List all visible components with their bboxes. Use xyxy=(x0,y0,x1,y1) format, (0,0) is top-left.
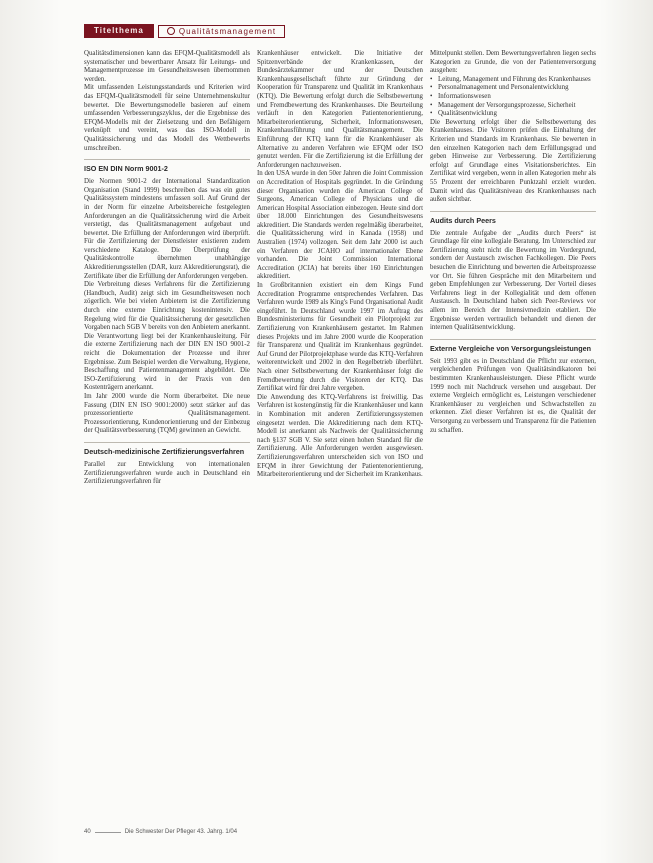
paragraph: Seit 1993 gibt es in Deutschland die Pflicht zur externen, vergleichenden Prüfungen von Qualitätsindikatoren bei bestimmten Krankenhausleistungen. Diese Pflicht wurde 1999 noch mit Nachdruck versehen und ausgebaut. Der externe Vergleich ermöglicht es, Leistungen verschiedener Krankenhäuser zu vergleichen und Schwachstellen zu erkennen. Ziel dieser Verfahren ist es, die Qualität der Versorgung zu verbessern und Transparenz für die Patienten zu schaffen. xyxy=(430,357,596,434)
paragraph: In Großbritannien existiert ein dem Kings Fund Accreditation Programme entsprechendes Verfahren. Das Verfahren wurde 1989 als King's Fund Organisational Audit eingeführt. In Deutschland wurde 1997 im Auftrag des Bundesministeriums für Gesundheit ein Pilotprojekt zur Zertifizierung von Krankenhäusern gestartet. Im Rahmen dieses Projekts und im Jahre 2000 wurde die Kooperation für Transparenz und Qualität im Krankenhaus gegründet. Auf Grund der Pilotprojektphase wurde das KTQ-Verfahren weiterentwickelt und 2002 in den Regelbetrieb überführt. Nach einer Selbstbewertung der Krankenhäuser folgt die Fremdbewertung durch die Visitoren der KTQ. Das Zertifikat wird für drei Jahre vergeben. xyxy=(257,282,423,393)
paragraph: Mittelpunkt stellen. Dem Bewertungsverfahren liegen sechs Kategorien zu Grunde, die von der Patientenversorgung ausgehen: xyxy=(430,50,596,75)
paragraph: Die Bewertung erfolgt über die Selbstbewertung des Krankenhauses. Die Visitoren prüfen die Einhaltung der Kriterien und Standards im Krankenhaus. Sie bewerten in den einzelnen Kategorien nach dem Erfüllungsgrad und geben Hinweise zur Verbesserung. Die Zertifizierung erfolgt auf Grundlage eines Visitationsberichtes. Ein Zertifikat wird vergeben, wenn in allen Kategorien mehr als 55 Prozent der erreichbaren Punktzahl erzielt wurden. Damit wird das Qualitätsniveau des Krankenhauses nach außen sichtbar. xyxy=(430,118,596,204)
column-3 xyxy=(430,50,596,435)
paragraph: Die zentrale Aufgabe der „Audits durch Peers“ ist Grundlage für eine kollegiale Beratung. Im Unterschied zur Zertifizierung steht nicht die Bewertung im Vordergrund, sondern der Austausch zwischen Fachkollegen. Die Peers besuchen die Einrichtung und bewerten die Arbeitsprozesse vor Ort. Sie führen Gespräche mit den Mitarbeitern und geben Empfehlungen zur Verbesserung. Der Vorteil dieses Verfahrens liegt in der Kollegialität und dem offenen Austausch. In Deutschland haben sich Peer-Reviews vor allem im Bereich der Intensivmedizin etabliert. Die Ergebnisse werden vertraulich behandelt und dienen der internen Qualitätsentwicklung. xyxy=(430,229,596,332)
page-footer xyxy=(84,829,250,835)
page-number: 40 xyxy=(84,829,91,835)
paragraph: Qualitätsdimensionen kann das EFQM-Qualitätsmodell als systematischer und bewertbarer Ansatz für Leitungs- und Managementprozesse im Gesundheitswesen übernommen werden. xyxy=(84,50,250,83)
section-tab xyxy=(158,25,285,38)
paragraph: In den USA wurde in den 50er Jahren die Joint Commission on Accreditation of Hospitals gegründet. In die Gründung dieser Organisation wurden die American College of Surgeons, American College of Physicians und die American Hospital Association einbezogen. Heute sind dort über 18.000 Einrichtungen des Gesundheitswesens akkreditiert. Die Standards werden regelmäßig überarbeitet, die Qualitätssicherung wird in Kanada (1958) und Australien (1974) vollzogen. Seit dem Jahr 2000 ist auch ein Verfahren der JCAHO auf internationaler Ebene vorhanden. Die Joint Commission International Accreditation (JCIA) hat bereits über 160 Einrichtungen akkreditiert. xyxy=(257,170,423,281)
column-1 xyxy=(84,50,250,487)
footer-rule xyxy=(95,832,121,833)
section-heading: Audits durch Peers xyxy=(430,211,596,225)
paragraph: Die Verbreitung dieses Verfahrens für die Zertifizierung (Handbuch, Audit) zeigt sich im Gesundheitswesen noch zögerlich. Wie bei vielen Anbietern ist die Zertifizierung durch eine externe Einrichtung kostenintensiv. Die Regelung wird für die Qualitätssicherung der gesetzlichen Vorgaben nach SGB V bereits von den Anbietern anerkannt. Die Verantwortung liegt bei der Krankenhausleitung. Für die externe Zertifizierung nach der DIN EN ISO 9001-2 reicht die Dokumentation der Prozesse und ihrer Ergebnisse. Zum Beispiel werden die Verwaltung, Hygiene, Beschaffung und Patientenmanagement abgebildet. Die ISO-Zertifizierung wird in der Praxis von den Kostenträgern anerkannt. xyxy=(84,281,250,392)
list-item: • Qualitätsentwicklung xyxy=(430,110,596,119)
paragraph: Im Jahr 2000 wurde die Norm überarbeitet. Die neue Fassung (DIN EN ISO 9001:2000) setzt stärker auf das prozessorientierte Qualitätsmanagement. Prozessorientierung, Kundenorientierung und der Einbezug der Qualitätsverbesserung (TQM) gewinnen an Gewicht. xyxy=(84,392,250,435)
paragraph: Mit umfassenden Leistungsstandards und Kriterien wird das EFQM-Qualitätsmodell für seine Unternehmenskultur bewertet. Die Bewertungsmodelle basieren auf einem umfassenden Verbesserungszyklus, der die Ergebnisse des EFQM-Modells mit der Zielsetzung und den Befähigern verknüpft und vereint, was das ISO-Modell in Qualitätssicherung und das Modell des Wettbewerbs umschreiben. xyxy=(84,84,250,152)
paragraph: Krankenhäuser entwickelt. Die Initiative der Spitzenverbände der Krankenkassen, der Bundesärztekammer und der Deutschen Krankenhausgesellschaft führte zur Gründung der Kooperation für Transparenz und Qualität im Krankenhaus (KTQ). Die Bewertung erfolgt durch die Selbstbewertung und Fremdbewertung des Krankenhauses. Die Beurteilung verläuft in den Kategorien Patientenorientierung, Mitarbeiterorientierung, Sicherheit, Informationswesen, Krankenhausführung und Qualitätsmanagement. Die Einführung der KTQ kann für die Krankenhäuser als Alternative zu anderen Verfahren wie EFQM oder ISO genutzt werden. Für die Zertifizierung ist die Erfüllung der Anforderungen nachzuweisen. xyxy=(257,50,423,169)
column-2 xyxy=(257,50,423,480)
bullet-list xyxy=(430,76,596,119)
journal-name: Die Schwester Der Pfleger 43. Jahrg. 1/04 xyxy=(124,829,238,835)
list-item: • Management der Versorgungsprozesse, Sicherheit xyxy=(430,102,596,111)
section-header xyxy=(84,24,346,38)
list-item: • Personalmanagement und Personalentwicklung xyxy=(430,84,596,93)
section-heading: ISO EN DIN Norm 9001-2 xyxy=(84,159,250,173)
list-item: • Informationswesen xyxy=(430,93,596,102)
list-item: • Leitung, Management und Führung des Krankenhauses xyxy=(430,76,596,85)
issue-tab: Titelthema xyxy=(84,24,154,38)
section-tab-label: Qualitätsmanagement xyxy=(178,26,277,36)
section-heading: Deutsch-medizinische Zertifizierungsverfahren xyxy=(84,442,250,456)
paragraph: Die Normen 9001-2 der International Standardization Organisation (Stand 1999) beschreiben das was ein gutes Qualitätssystem mindestens umfassen soll. Auf Grund der in der Norm für einzelne Arbeitsbereiche festgelegten Anforderungen an die Qualitätssicherung wird die Arbeit verstetigt, das Qualitätsmanagement aufgebaut und bewertet. Die Erfüllung der Anforderungen wird überprüft. Für die Zertifizierung der Dienstleister existieren zudem verschiedene Kataloge. Die Überprüfung der Qualitätskontrolle übernehmen unabhängige Akkreditierungsstellen (DAR, kurz Akkreditierungsrat), die Zertifikate über die Erfüllung der Anforderungen vergeben. xyxy=(84,178,250,280)
paragraph: Parallel zur Entwicklung von internationalen Zertifizierungsverfahren wurde auch in Deutschland ein Zertifizierungsverfahren für xyxy=(84,460,250,486)
circle-icon xyxy=(167,27,175,35)
section-heading: Externe Vergleiche von Versorgungsleistungen xyxy=(430,339,596,353)
paragraph: Die Anwendung des KTQ-Verfahrens ist freiwillig. Das Verfahren ist kostengünstig für die Krankenhäuser und kann in Kombination mit anderen Zertifizierungssystemen eingesetzt werden. Die Akkreditierung nach dem KTQ-Modell ist anerkannt als Nachweis der Qualitätssicherung nach §137 SGB V. Sie setzt einen hohen Standard für die Zertifizierung. Alle Anforderungen werden ausgewiesen. Zertifizierungsverfahren unterscheiden sich von ISO und EFQM in ihrer Gewichtung der Patientenorientierung, Mitarbeiterorientierung und der Sicherheit im Krankenhaus. xyxy=(257,393,423,479)
